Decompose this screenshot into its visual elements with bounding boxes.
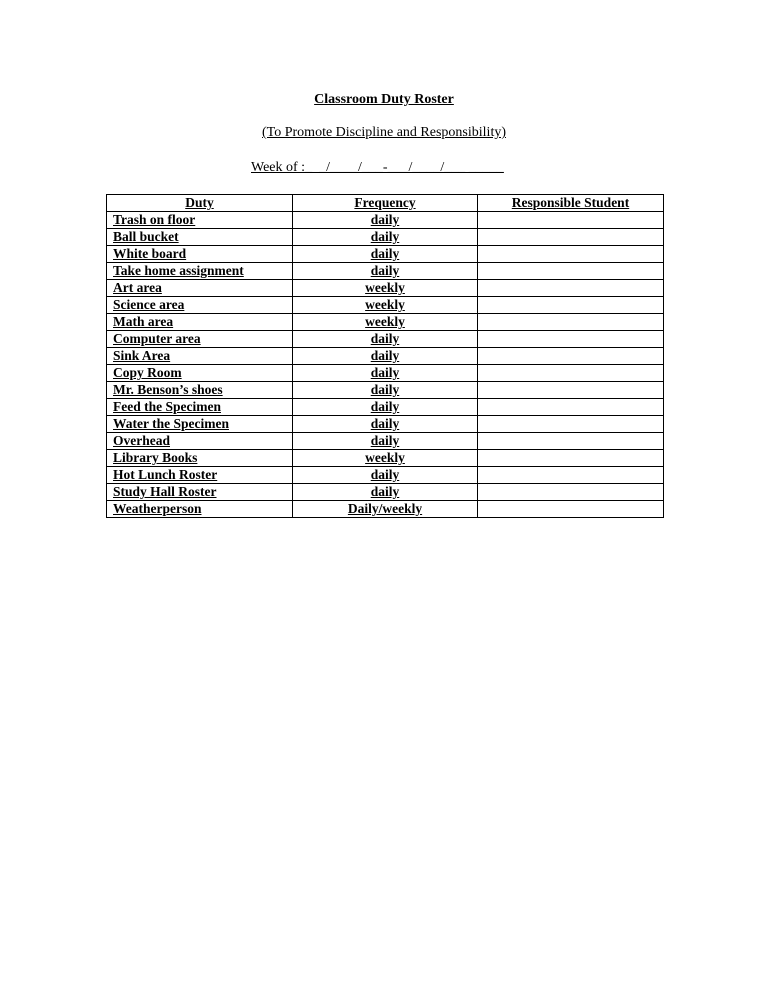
frequency-cell: daily bbox=[293, 212, 478, 229]
responsible-student-cell bbox=[478, 229, 664, 246]
responsible-student-cell bbox=[478, 263, 664, 280]
duty-cell: Weatherperson bbox=[107, 501, 293, 518]
duty-cell: Trash on floor bbox=[107, 212, 293, 229]
table-row bbox=[107, 229, 664, 246]
frequency-cell: daily bbox=[293, 229, 478, 246]
responsible-student-cell bbox=[478, 331, 664, 348]
table-row bbox=[107, 365, 664, 382]
responsible-student-cell bbox=[478, 484, 664, 501]
responsible-student-cell bbox=[478, 348, 664, 365]
table-row bbox=[107, 467, 664, 484]
duty-cell: Study Hall Roster bbox=[107, 484, 293, 501]
duty-cell: Take home assignment bbox=[107, 263, 293, 280]
responsible-student-cell bbox=[478, 314, 664, 331]
frequency-cell: weekly bbox=[293, 450, 478, 467]
frequency-cell: daily bbox=[293, 433, 478, 450]
header-duty: Duty bbox=[107, 195, 293, 212]
frequency-cell: daily bbox=[293, 348, 478, 365]
responsible-student-cell bbox=[478, 450, 664, 467]
frequency-cell: weekly bbox=[293, 297, 478, 314]
responsible-student-cell bbox=[478, 501, 664, 518]
frequency-cell: daily bbox=[293, 484, 478, 501]
responsible-student-cell bbox=[478, 399, 664, 416]
table-row bbox=[107, 382, 664, 399]
responsible-student-cell bbox=[478, 467, 664, 484]
week-of-line: Week of :_ _/____/___-___/____/___ _____ bbox=[251, 160, 504, 175]
table-row bbox=[107, 263, 664, 280]
duty-cell: Math area bbox=[107, 314, 293, 331]
frequency-cell: Daily/weekly bbox=[293, 501, 478, 518]
document-subtitle: (To Promote Discipline and Responsibility) bbox=[262, 125, 506, 140]
table-row bbox=[107, 501, 664, 518]
table-header-row bbox=[107, 195, 664, 212]
responsible-student-cell bbox=[478, 433, 664, 450]
table-row bbox=[107, 297, 664, 314]
frequency-cell: daily bbox=[293, 246, 478, 263]
duty-cell: Copy Room bbox=[107, 365, 293, 382]
responsible-student-cell bbox=[478, 280, 664, 297]
duty-roster-table bbox=[106, 194, 664, 518]
responsible-student-cell bbox=[478, 416, 664, 433]
frequency-cell: weekly bbox=[293, 280, 478, 297]
header-frequency: Frequency bbox=[293, 195, 478, 212]
responsible-student-cell bbox=[478, 365, 664, 382]
table-row bbox=[107, 416, 664, 433]
duty-cell: Feed the Specimen bbox=[107, 399, 293, 416]
duty-cell: Ball bucket bbox=[107, 229, 293, 246]
frequency-cell: daily bbox=[293, 263, 478, 280]
header-responsible-student: Responsible Student bbox=[478, 195, 664, 212]
table-row bbox=[107, 280, 664, 297]
frequency-cell: daily bbox=[293, 365, 478, 382]
duty-cell: Sink Area bbox=[107, 348, 293, 365]
responsible-student-cell bbox=[478, 246, 664, 263]
duty-cell: Mr. Benson’s shoes bbox=[107, 382, 293, 399]
frequency-cell: weekly bbox=[293, 314, 478, 331]
frequency-cell: daily bbox=[293, 382, 478, 399]
table-row bbox=[107, 433, 664, 450]
table-row bbox=[107, 450, 664, 467]
table-row bbox=[107, 484, 664, 501]
frequency-cell: daily bbox=[293, 416, 478, 433]
duty-cell: Water the Specimen bbox=[107, 416, 293, 433]
table-row bbox=[107, 348, 664, 365]
table-row bbox=[107, 246, 664, 263]
duty-cell: Overhead bbox=[107, 433, 293, 450]
duty-cell: Art area bbox=[107, 280, 293, 297]
table-body bbox=[107, 212, 664, 518]
table-row bbox=[107, 331, 664, 348]
table-row bbox=[107, 399, 664, 416]
responsible-student-cell bbox=[478, 382, 664, 399]
duty-cell: Computer area bbox=[107, 331, 293, 348]
table-row bbox=[107, 212, 664, 229]
table-row bbox=[107, 314, 664, 331]
duty-cell: White board bbox=[107, 246, 293, 263]
duty-cell: Library Books bbox=[107, 450, 293, 467]
duty-cell: Science area bbox=[107, 297, 293, 314]
duty-cell: Hot Lunch Roster bbox=[107, 467, 293, 484]
frequency-cell: daily bbox=[293, 399, 478, 416]
frequency-cell: daily bbox=[293, 467, 478, 484]
document-title: Classroom Duty Roster bbox=[314, 92, 454, 107]
responsible-student-cell bbox=[478, 297, 664, 314]
frequency-cell: daily bbox=[293, 331, 478, 348]
responsible-student-cell bbox=[478, 212, 664, 229]
